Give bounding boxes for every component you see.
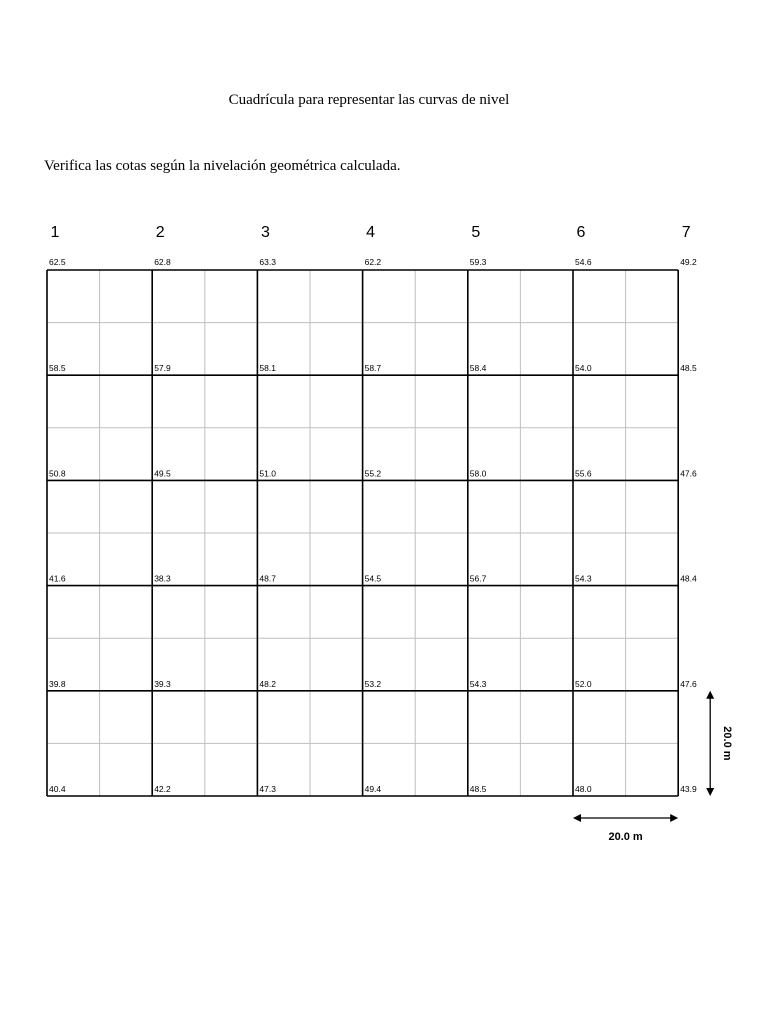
elevation-label: 48.0 [575,784,592,794]
elevation-label: 58.5 [49,363,66,374]
elevation-label: 63.3 [259,257,276,267]
elevation-label: 62.2 [364,257,382,267]
elevation-label: 51.0 [259,468,276,479]
elevation-label: 39.3 [154,678,171,689]
column-numbers [51,224,691,241]
column-number: 3 [260,224,270,241]
elevation-label: 54.5 [364,573,382,584]
elevation-label: 47.6 [680,678,697,689]
page-title: Cuadrícula para representar las curvas de nivel [228,92,510,108]
arrow-down-icon [706,788,714,796]
elevation-label: 58.4 [469,363,487,374]
elevation-label: 48.2 [259,678,276,689]
elevation-label: 42.2 [154,784,171,794]
arrow-left-icon [573,814,581,822]
column-number: 2 [155,224,165,241]
elevation-label: 52.0 [575,678,592,689]
elevation-label: 38.3 [154,573,171,584]
arrow-up-icon [706,691,714,699]
elevation-label: 49.2 [680,257,697,267]
elevation-label: 49.4 [364,784,382,794]
scale-indicators [573,691,733,843]
elevation-label: 48.5 [680,363,697,374]
elevation-label: 58.7 [364,363,382,374]
elevation-label: 47.6 [680,468,697,479]
vertical-scale-label: 20.0 m [721,726,734,761]
elevation-label: 56.7 [469,573,487,584]
elevation-label: 49.5 [154,468,171,479]
elevation-label: 54.3 [575,573,592,584]
elevation-label: 62.8 [154,257,171,267]
elevation-label: 58.1 [259,363,276,374]
elevation-label: 50.8 [49,468,66,479]
column-number: 4 [366,224,376,241]
horizontal-scale-label: 20.0 m [608,831,643,843]
elevation-label: 54.0 [575,363,592,374]
elevation-label: 55.2 [364,468,382,479]
elevation-label: 48.5 [469,784,487,794]
arrow-right-icon [670,814,678,822]
elevation-label: 58.0 [469,468,487,479]
elevation-label: 48.4 [680,573,697,584]
elevation-label: 59.3 [469,257,487,267]
column-number: 1 [50,224,60,241]
elevation-label: 48.7 [259,573,276,584]
elevation-label: 62.5 [49,257,66,267]
elevation-label: 43.9 [680,784,697,794]
elevation-label: 57.9 [154,363,171,374]
instruction-text: Verifica las cotas según la nivelación geométrica calculada. [44,158,401,174]
elevation-label: 55.6 [575,468,592,479]
elevation-labels [49,257,697,794]
elevation-label: 54.3 [469,678,487,689]
elevation-label: 47.3 [259,784,276,794]
column-number: 6 [576,224,586,241]
column-number: 7 [681,224,691,241]
elevation-label: 53.2 [364,678,382,689]
elevation-label: 54.6 [575,257,592,267]
elevation-label: 41.6 [49,573,66,584]
elevation-label: 39.8 [49,678,66,689]
column-number: 5 [471,224,481,241]
elevation-label: 40.4 [49,784,66,794]
